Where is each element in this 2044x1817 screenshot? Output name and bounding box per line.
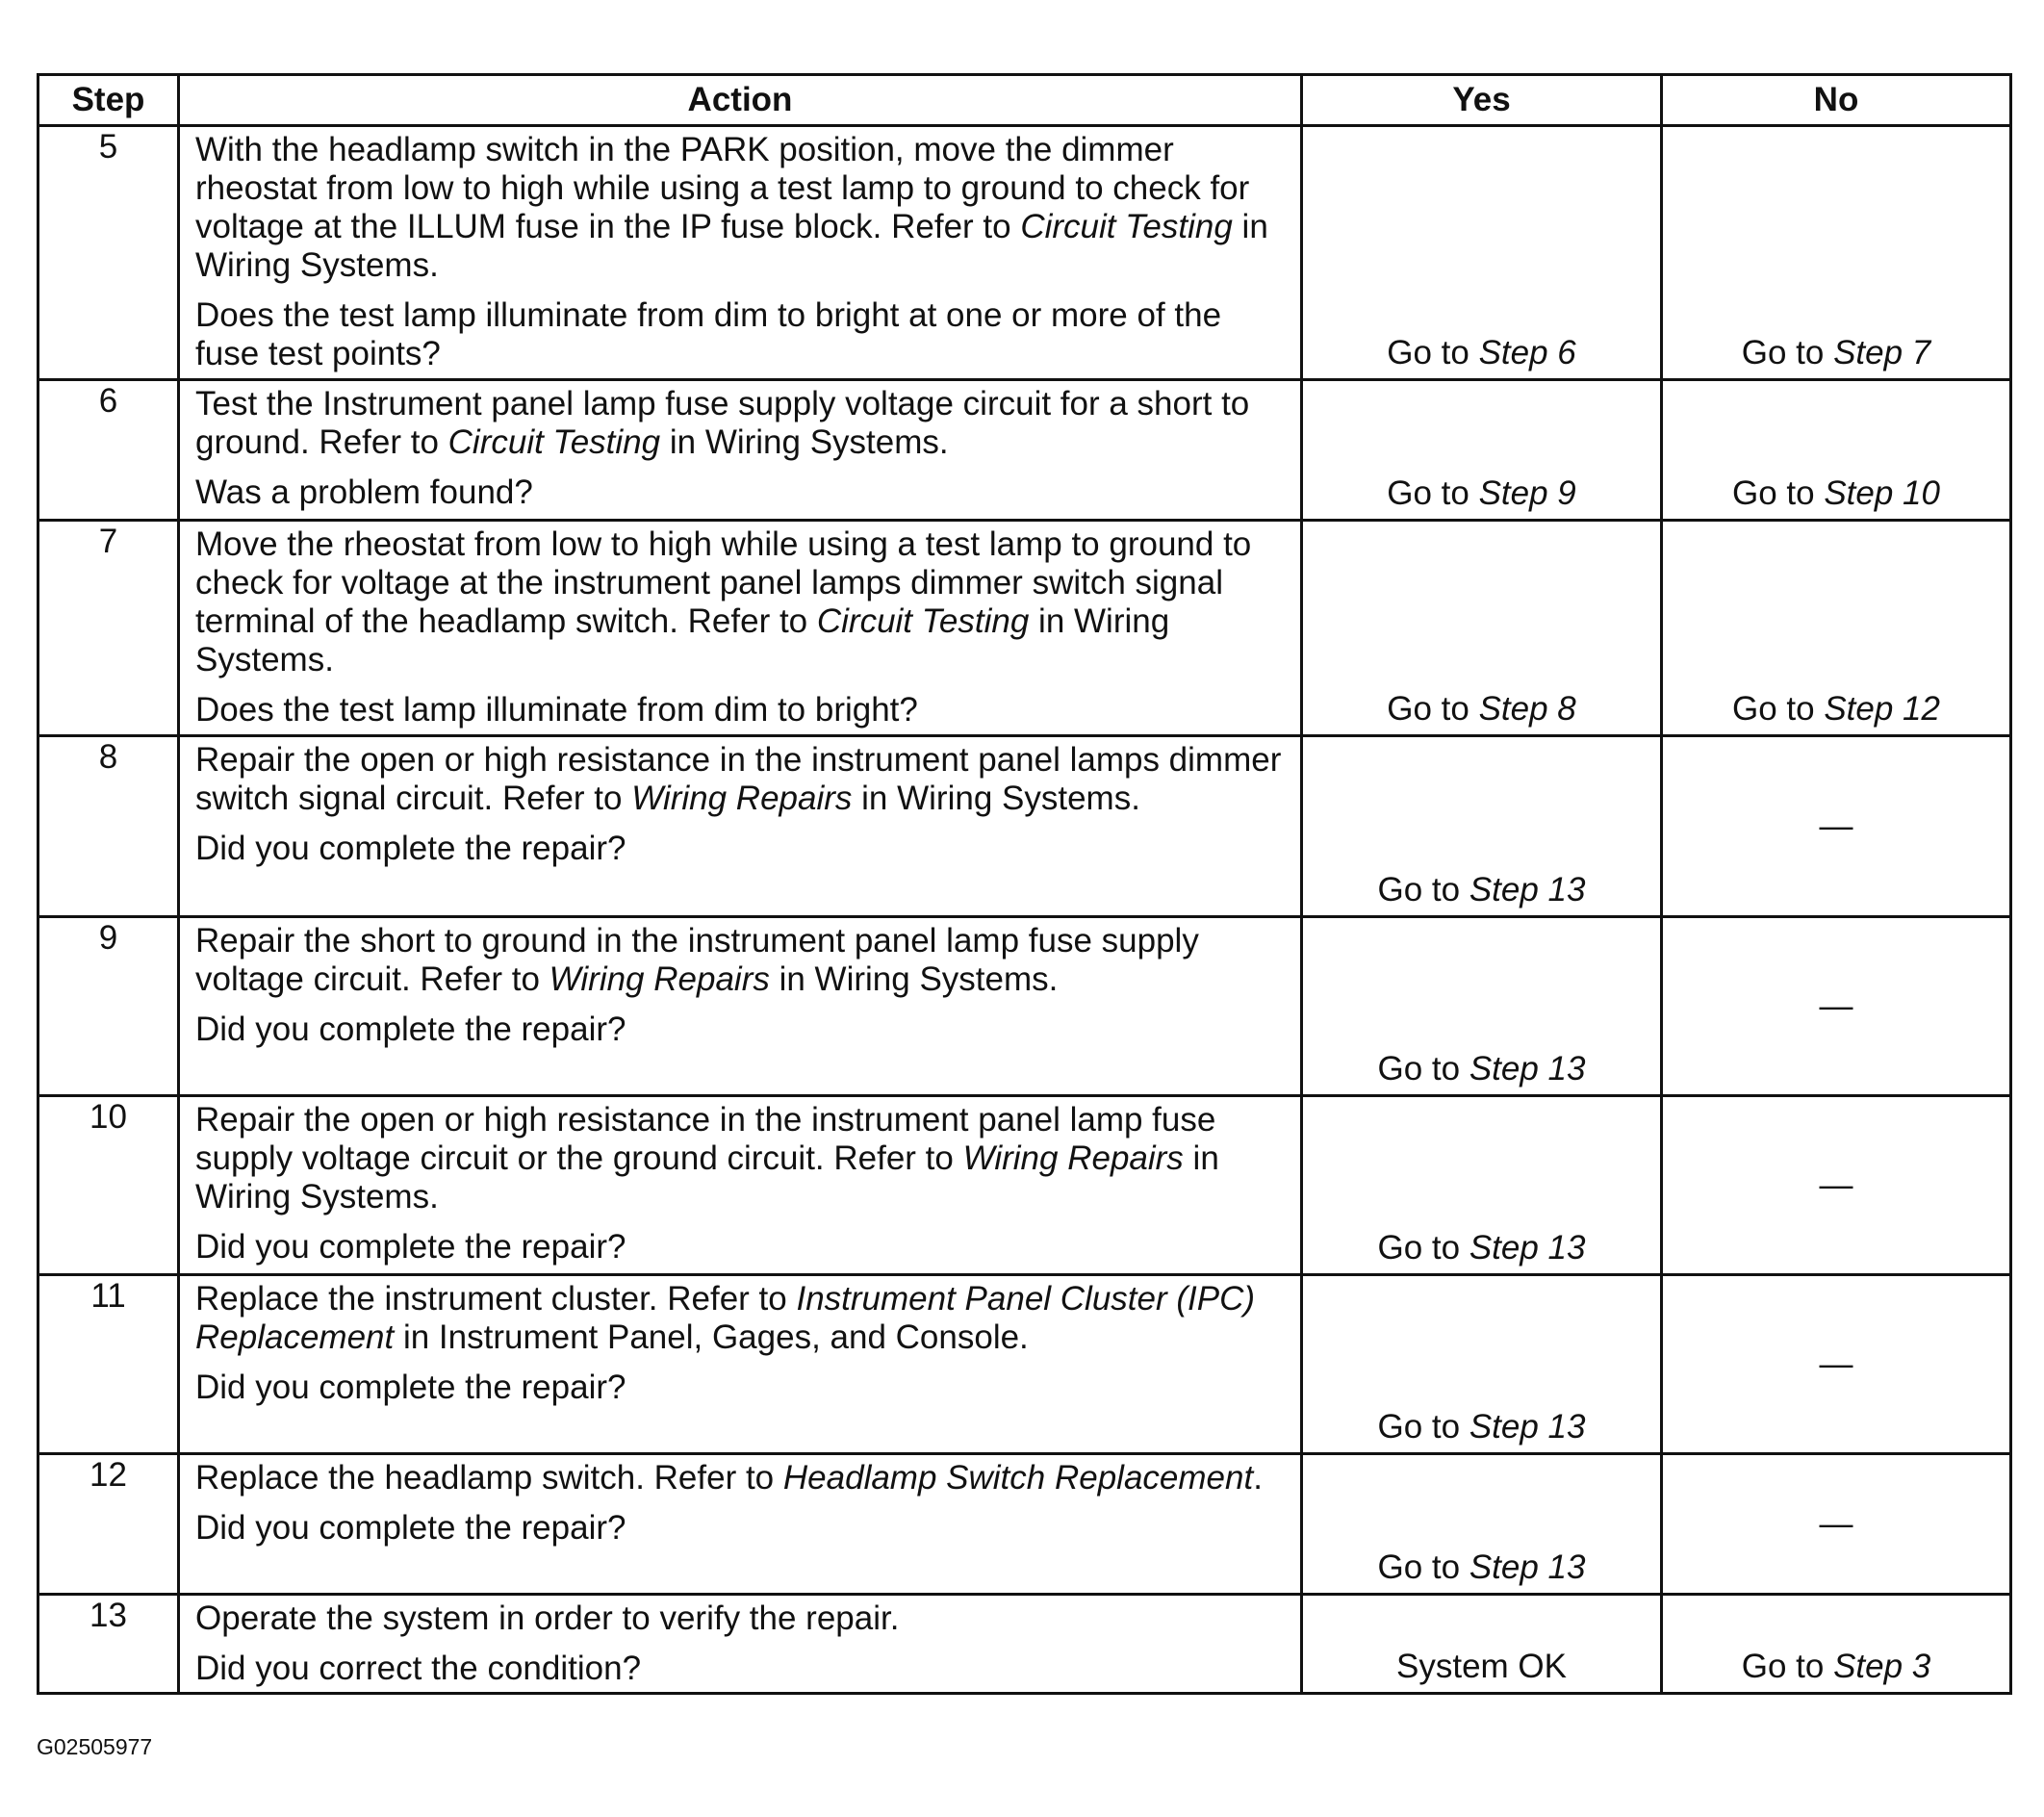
reference-link-text: Wiring Repairs xyxy=(631,780,853,817)
yes-cell xyxy=(1302,736,1662,917)
not-applicable-dash: — xyxy=(1819,1344,1853,1383)
yes-result xyxy=(1303,1229,1660,1267)
yes-cell xyxy=(1302,917,1662,1096)
action-text-segment: Replace the instrument cluster. Refer to xyxy=(195,1280,797,1318)
action-text xyxy=(195,385,1287,462)
header-no: No xyxy=(1662,75,2011,126)
table-row xyxy=(38,1096,2011,1275)
yes-cell xyxy=(1302,1275,1662,1454)
no-result xyxy=(1663,474,2009,513)
action-text xyxy=(195,525,1287,679)
goto-label: Go to xyxy=(1387,474,1479,512)
action-text-segment: . xyxy=(1253,1459,1263,1497)
question-text: Does the test lamp illuminate from dim to bright at one or more of the fuse test points? xyxy=(195,296,1222,372)
step-number: 10 xyxy=(38,1096,179,1275)
action-text-segment: in Wiring Systems. xyxy=(852,780,1140,817)
action-cell xyxy=(179,380,1302,521)
question-text: Did you complete the repair? xyxy=(195,1011,626,1048)
no-cell xyxy=(1662,380,2011,521)
yes-cell xyxy=(1302,380,1662,521)
yes-result xyxy=(1303,1050,1660,1088)
step-reference: Step 7 xyxy=(1833,334,1931,371)
reference-link-text: Headlamp Switch Replacement xyxy=(782,1459,1254,1497)
question-text: Does the test lamp illuminate from dim to bright? xyxy=(195,691,918,729)
table-body xyxy=(38,126,2011,1694)
table-row xyxy=(38,1595,2011,1694)
action-cell xyxy=(179,126,1302,380)
action-text xyxy=(195,922,1287,999)
step-number: 12 xyxy=(38,1454,179,1595)
reference-link-text: Wiring Repairs xyxy=(962,1139,1184,1177)
diagnostic-table xyxy=(37,73,2012,1695)
yes-cell xyxy=(1302,126,1662,380)
not-applicable-dash: — xyxy=(1819,806,1853,845)
yes-result xyxy=(1303,474,1660,513)
step-reference: Step 3 xyxy=(1833,1648,1931,1685)
not-applicable-dash: — xyxy=(1819,1504,1853,1543)
step-reference: Step 13 xyxy=(1469,1548,1586,1586)
step-reference: Step 6 xyxy=(1478,334,1576,371)
header-action: Action xyxy=(179,75,1302,126)
action-text xyxy=(195,1459,1287,1497)
step-number: 13 xyxy=(38,1595,179,1694)
action-text-segment: in Wiring Systems. xyxy=(660,423,949,461)
question-text: Did you complete the repair? xyxy=(195,1369,626,1406)
action-cell xyxy=(179,521,1302,736)
question-text: Was a problem found? xyxy=(195,473,533,511)
step-reference: Step 13 xyxy=(1469,1408,1586,1446)
goto-label: Go to xyxy=(1741,334,1834,371)
table-row xyxy=(38,736,2011,917)
step-reference: Step 13 xyxy=(1469,1050,1586,1088)
yes-result xyxy=(1303,1648,1660,1686)
goto-label: Go to xyxy=(1377,1229,1469,1267)
table-row xyxy=(38,521,2011,736)
no-result xyxy=(1663,1345,2009,1384)
action-text-segment: in Wiring Systems. xyxy=(195,1139,1219,1216)
action-text-segment: With the headlamp switch in the PARK position, move the dimmer rheostat from low to high while using a test lamp to ground to check for voltage at the ILLUM fuse in the IP fuse block. Refer to xyxy=(195,131,1250,245)
yes-result xyxy=(1303,334,1660,372)
step-reference: Step 13 xyxy=(1469,1229,1586,1267)
action-text xyxy=(195,741,1287,818)
result-text: System OK xyxy=(1396,1648,1567,1685)
step-number: 6 xyxy=(38,380,179,521)
no-result xyxy=(1663,1166,2009,1205)
action-cell xyxy=(179,736,1302,917)
yes-result xyxy=(1303,1548,1660,1587)
no-result xyxy=(1663,807,2009,846)
goto-label: Go to xyxy=(1377,1408,1469,1446)
no-result xyxy=(1663,1648,2009,1686)
question-text: Did you complete the repair? xyxy=(195,830,626,867)
goto-label: Go to xyxy=(1377,871,1469,908)
action-text xyxy=(195,1599,1287,1638)
step-number: 9 xyxy=(38,917,179,1096)
action-text-segment: Move the rheostat from low to high while using a test lamp to ground to check for voltage at the instrument panel lamps dimmer switch signal terminal of the headlamp switch. Refer to xyxy=(195,525,1252,640)
table-row xyxy=(38,1275,2011,1454)
no-cell xyxy=(1662,1595,2011,1694)
action-cell xyxy=(179,1454,1302,1595)
table-row xyxy=(38,917,2011,1096)
step-number: 8 xyxy=(38,736,179,917)
step-number: 7 xyxy=(38,521,179,736)
step-reference: Step 12 xyxy=(1824,690,1940,728)
table-row xyxy=(38,1454,2011,1595)
reference-link-text: Circuit Testing xyxy=(447,423,661,461)
no-cell xyxy=(1662,1454,2011,1595)
action-text-segment: in Wiring Systems. xyxy=(195,602,1170,678)
goto-label: Go to xyxy=(1732,474,1825,512)
reference-link-text: Instrument Panel Cluster (IPC) Replacement xyxy=(195,1280,1256,1356)
goto-label: Go to xyxy=(1387,690,1479,728)
no-result xyxy=(1663,1505,2009,1544)
action-text-segment: Repair the open or high resistance in the instrument panel lamp fuse supply voltage circuit or the ground circuit. Refer to xyxy=(195,1101,1216,1177)
figure-id: G02505977 xyxy=(37,1734,153,1759)
no-cell xyxy=(1662,126,2011,380)
action-text-segment: in Wiring Systems. xyxy=(769,960,1059,998)
action-cell xyxy=(179,1275,1302,1454)
no-result xyxy=(1663,334,2009,372)
step-reference: Step 13 xyxy=(1469,871,1586,908)
goto-label: Go to xyxy=(1387,334,1479,371)
action-text-segment: Repair the short to ground in the instrument panel lamp fuse supply voltage circuit. Refer to xyxy=(195,922,1199,998)
step-number: 11 xyxy=(38,1275,179,1454)
yes-cell xyxy=(1302,521,1662,736)
no-cell xyxy=(1662,1096,2011,1275)
header-yes: Yes xyxy=(1302,75,1662,126)
yes-cell xyxy=(1302,1454,1662,1595)
yes-result xyxy=(1303,871,1660,909)
goto-label: Go to xyxy=(1377,1548,1469,1586)
step-reference: Step 10 xyxy=(1824,474,1940,512)
action-cell xyxy=(179,1595,1302,1694)
step-number: 5 xyxy=(38,126,179,380)
action-cell xyxy=(179,917,1302,1096)
no-result xyxy=(1663,690,2009,729)
yes-result xyxy=(1303,1408,1660,1446)
goto-label: Go to xyxy=(1741,1648,1834,1685)
header-step: Step xyxy=(38,75,179,126)
reference-link-text: Circuit Testing xyxy=(816,602,1030,640)
goto-label: Go to xyxy=(1377,1050,1469,1088)
action-text-segment: in Instrument Panel, Gages, and Console. xyxy=(394,1318,1029,1356)
action-text-segment: Operate the system in order to verify the repair. xyxy=(195,1599,900,1637)
goto-label: Go to xyxy=(1732,690,1825,728)
question-text: Did you complete the repair? xyxy=(195,1228,626,1266)
reference-link-text: Wiring Repairs xyxy=(549,960,770,998)
yes-cell xyxy=(1302,1096,1662,1275)
action-text-segment: Test the Instrument panel lamp fuse supply voltage circuit for a short to ground. Refer to xyxy=(195,385,1250,461)
table-row xyxy=(38,126,2011,380)
no-cell xyxy=(1662,736,2011,917)
yes-result xyxy=(1303,690,1660,729)
table-row xyxy=(38,380,2011,521)
no-cell xyxy=(1662,1275,2011,1454)
step-reference: Step 9 xyxy=(1478,474,1576,512)
table-header-row xyxy=(38,75,2011,126)
action-text-segment: in Wiring Systems. xyxy=(195,208,1268,284)
action-text xyxy=(195,1101,1287,1216)
question-text: Did you complete the repair? xyxy=(195,1509,626,1547)
not-applicable-dash: — xyxy=(1819,986,1853,1025)
action-text-segment: Repair the open or high resistance in the instrument panel lamps dimmer switch signal circuit. Refer to xyxy=(195,741,1282,817)
question-text: Did you correct the condition? xyxy=(195,1650,642,1687)
step-reference: Step 8 xyxy=(1478,690,1576,728)
action-text xyxy=(195,131,1287,285)
action-cell xyxy=(179,1096,1302,1275)
action-text-segment: Replace the headlamp switch. Refer to xyxy=(195,1459,783,1497)
no-result xyxy=(1663,987,2009,1026)
not-applicable-dash: — xyxy=(1819,1165,1853,1204)
yes-cell xyxy=(1302,1595,1662,1694)
no-cell xyxy=(1662,521,2011,736)
no-cell xyxy=(1662,917,2011,1096)
action-text xyxy=(195,1280,1287,1357)
reference-link-text: Circuit Testing xyxy=(1020,208,1233,245)
